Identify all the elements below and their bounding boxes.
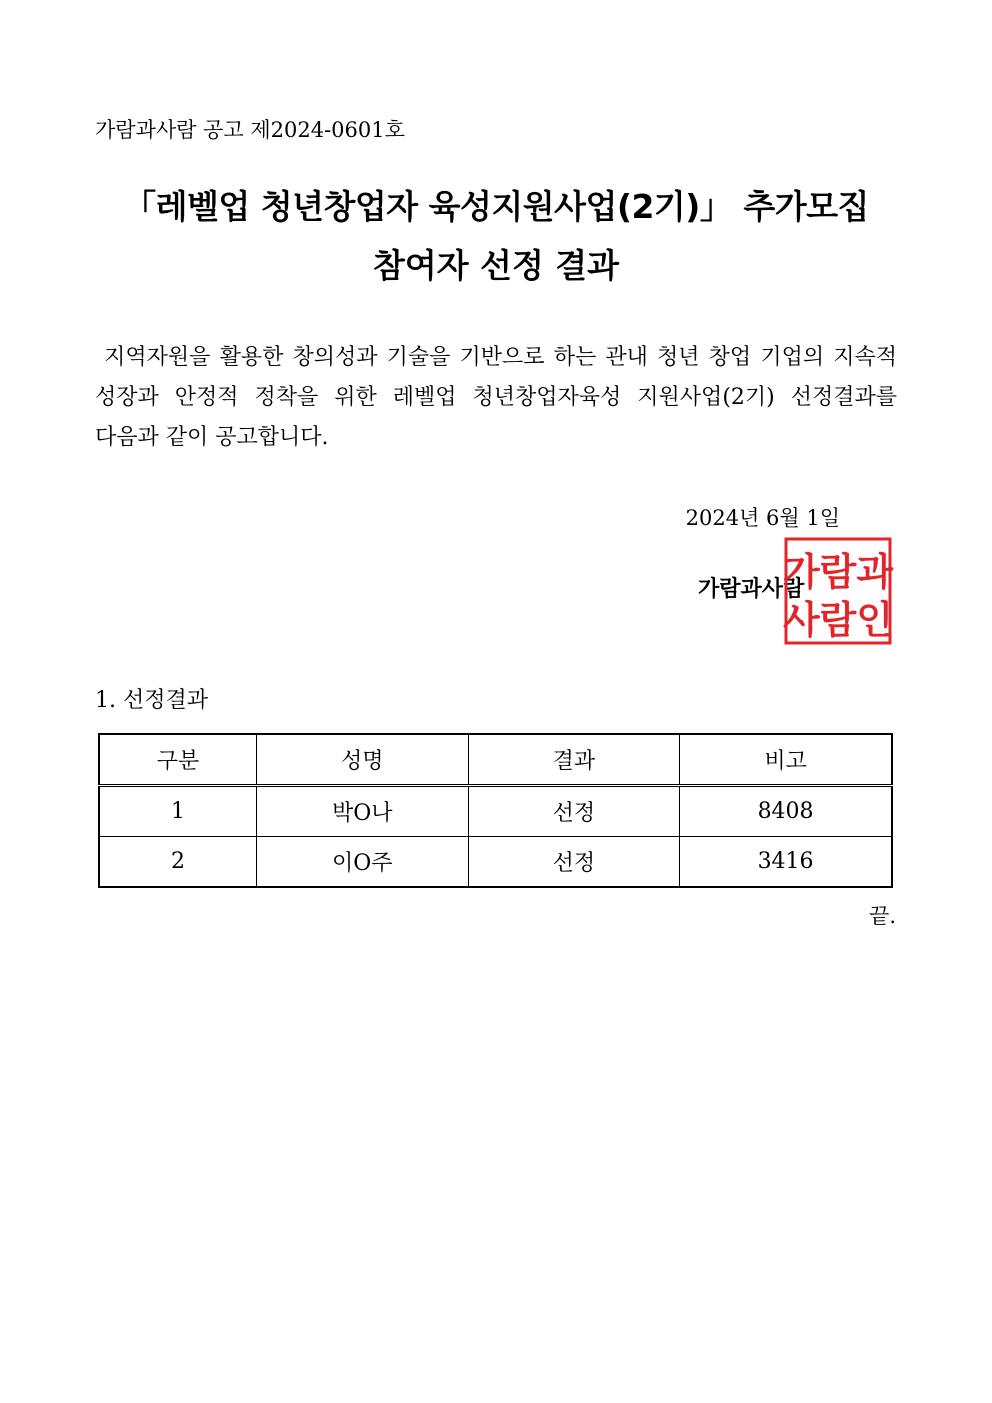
cell-result: 선정 [468, 837, 680, 888]
official-seal-stamp [782, 535, 894, 647]
seal-text-line1: 가람과 [782, 550, 894, 594]
cell-remarks: 8408 [680, 786, 892, 837]
cell-category: 2 [99, 837, 256, 888]
table-row [99, 786, 892, 837]
selection-results-table [98, 733, 893, 888]
cell-result: 선정 [468, 786, 680, 837]
document-title-line2: 참여자 선정 결과 [372, 246, 620, 285]
table-row [99, 837, 892, 888]
cell-remarks: 3416 [680, 837, 892, 888]
section-heading: 1. 선정결과 [95, 688, 208, 713]
end-mark: 끝. [869, 904, 896, 928]
table-header-row [99, 734, 892, 786]
notice-number: 가람과사람 공고 제2024-0601호 [95, 118, 405, 142]
cell-category: 1 [99, 786, 256, 837]
issuer-name: 가람과사람 [698, 576, 805, 602]
cell-name: 이O주 [256, 837, 468, 888]
seal-text-line2: 사람인 [782, 598, 894, 642]
column-header-remarks: 비고 [680, 734, 892, 786]
document-title-line1: 「레벨업 청년창업자 육성지원사업(2기)」 추가모집 [123, 187, 869, 226]
intro-paragraph [95, 338, 897, 458]
column-header-category: 구분 [99, 734, 256, 786]
intro-text: 지역자원을 활용한 창의성과 기술을 기반으로 하는 관내 청년 창업 기업의 지속적 성장과 안정적 정착을 위한 레벨업 청년창업자육성 지원사업(2기) 선정결과를 다음과 같이 공고합니다. [95, 345, 897, 450]
announcement-date: 2024년 6월 1일 [685, 506, 840, 530]
cell-name: 박O나 [256, 786, 468, 837]
column-header-name: 성명 [256, 734, 468, 786]
column-header-result: 결과 [468, 734, 680, 786]
